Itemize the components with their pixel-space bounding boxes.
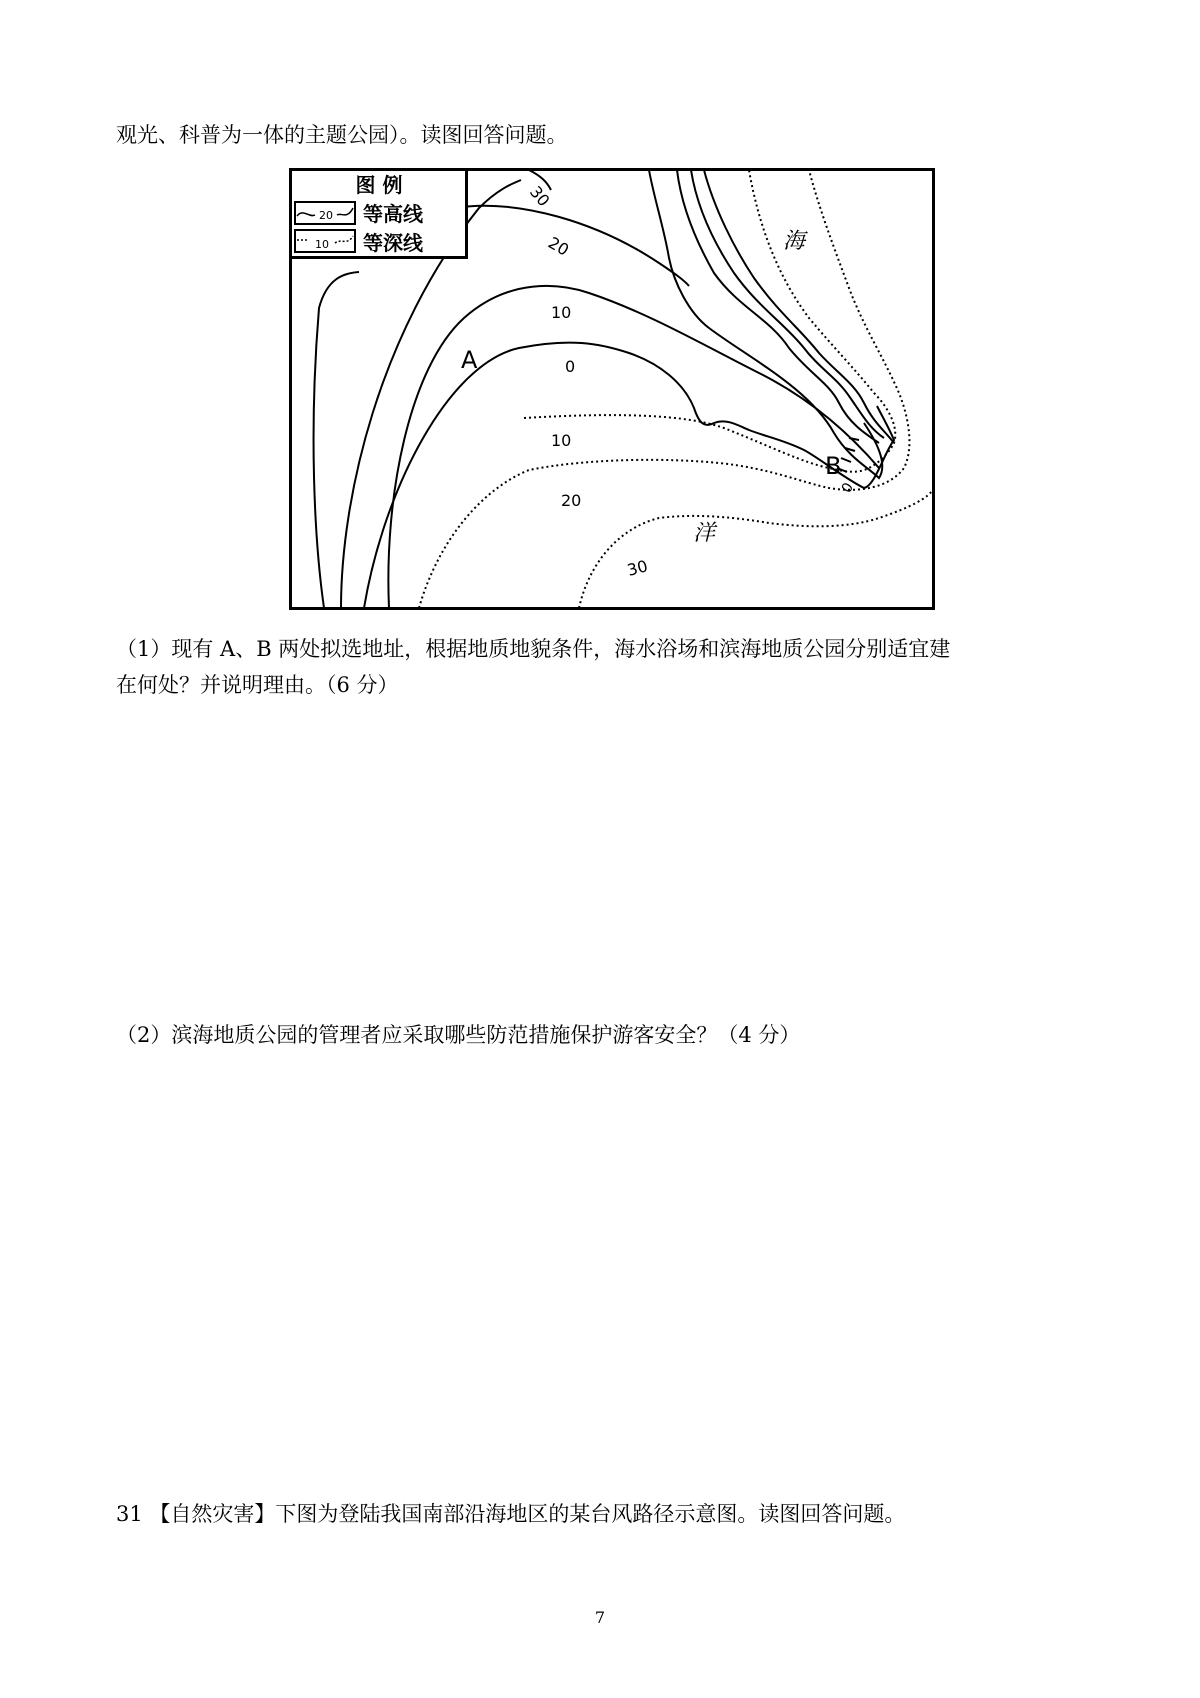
contour-label-0: 0 <box>565 357 576 376</box>
question-1-line-1: （1）现有 A、B 两处拟选地址，根据地质地貌条件，海水浴场和滨海地质公园分别适宜建 <box>116 637 951 661</box>
isobath-label-10: 10 <box>551 431 572 450</box>
point-a-label: A <box>461 346 478 374</box>
legend-contour-label: 等高线 <box>363 202 423 226</box>
sea-label: 海 <box>783 229 806 254</box>
legend-isobath-sample: 10 <box>315 238 329 251</box>
legend-isobath-label: 等深线 <box>363 231 423 255</box>
question-2: （2）滨海地质公园的管理者应采取哪些防范措施保护游客安全？（4 分） <box>116 1023 801 1047</box>
page-number: 7 <box>594 1608 606 1627</box>
question-31: 31 【自然灾害】下图为登陆我国南部沿海地区的某台风路径示意图。读图回答问题。 <box>116 1502 906 1526</box>
point-b-label: B <box>825 452 842 480</box>
intro-line: 观光、科普为一体的主题公园）。读图回答问题。 <box>116 123 568 147</box>
isobath-label-30: 30 <box>625 556 650 580</box>
contour-label-30: 30 <box>525 182 554 211</box>
contour-label-20: 20 <box>545 233 573 260</box>
contour-map-figure <box>289 168 935 610</box>
question-1-line-2: 在何处？并说明理由。（6 分） <box>116 673 399 697</box>
ocean-label: 洋 <box>693 521 716 546</box>
isobath-label-20: 20 <box>561 491 582 510</box>
legend-title: 图 例 <box>355 173 403 197</box>
map-legend <box>291 170 467 258</box>
legend-contour-sample: 20 <box>319 209 333 222</box>
contour-label-0-b: 0 <box>838 480 858 496</box>
contour-map <box>289 168 935 610</box>
contour-label-10: 10 <box>551 303 572 322</box>
